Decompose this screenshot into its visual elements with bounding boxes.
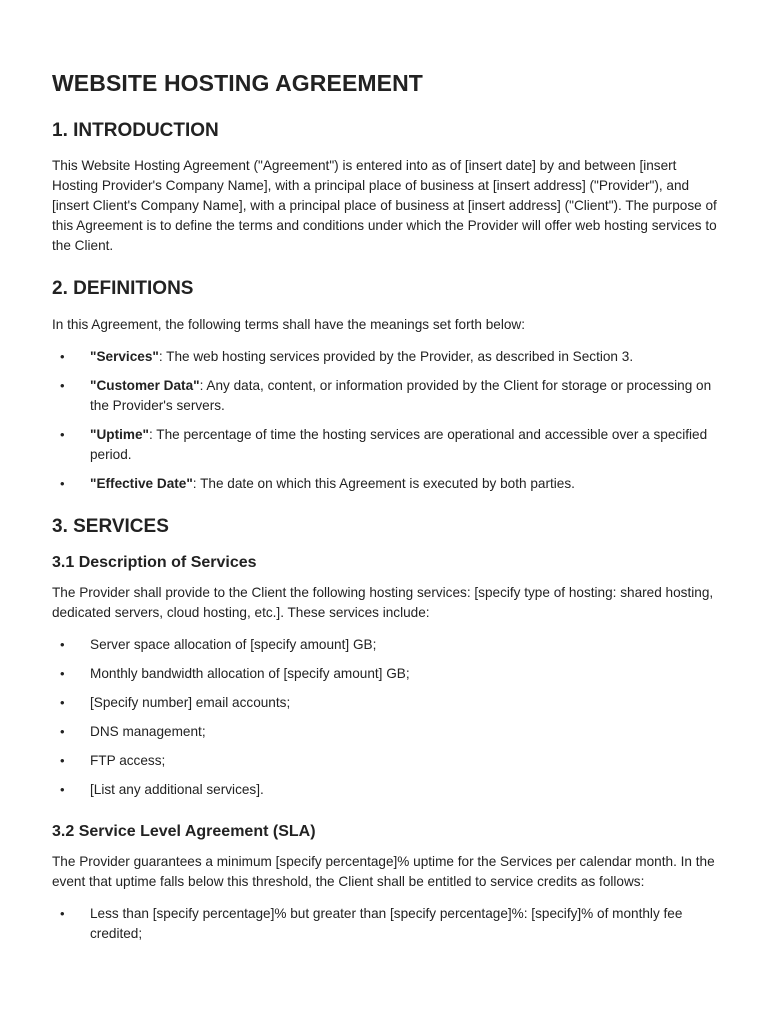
definition-item [52, 474, 720, 494]
bullet-icon: • [60, 782, 65, 798]
bullet-icon: • [60, 427, 65, 443]
sla-lead: The Provider guarantees a minimum [specify percentage]% uptime for the Services per calendar month. In the event that uptime falls below this threshold, the Client shall be entitled to service credits as follows: [52, 854, 715, 890]
subsection-description-heading: 3.1 Description of Services [52, 553, 257, 571]
bullet-icon: • [60, 753, 65, 769]
subsection-sla-heading: 3.2 Service Level Agreement (SLA) [52, 823, 316, 841]
service-item-text: [List any additional services]. [90, 782, 264, 798]
bullet-icon: • [60, 637, 65, 653]
services-description-lead: The Provider shall provide to the Client the following hosting services: [specify type of hosting: shared hosting, dedicated servers, cloud hosting, etc.]. These services include: [52, 585, 714, 621]
service-item-text: FTP access; [90, 753, 166, 769]
section-introduction-heading: 1. INTRODUCTION [52, 119, 219, 141]
service-item [52, 722, 720, 742]
service-item [52, 635, 720, 655]
service-item [52, 664, 720, 684]
service-item-text: Server space allocation of [specify amount] GB; [90, 637, 377, 653]
definition-item [52, 347, 720, 367]
definition-text: : Any data, content, or information provided by the Client for storage or processing on the Provider's servers. [90, 378, 712, 414]
bullet-icon: • [60, 666, 65, 682]
sla-item-text: Less than [specify percentage]% but greater than [specify percentage]%: [specify]% of monthly fee credited; [90, 906, 683, 942]
service-item-text: Monthly bandwidth allocation of [specify amount] GB; [90, 666, 410, 682]
definition-item [52, 425, 720, 465]
service-item-text: [Specify number] email accounts; [90, 695, 291, 711]
section-introduction-text: This Website Hosting Agreement ("Agreement") is entered into as of [insert date] by and between [insert Hosting Provider's Company Name], with a principal place of business at [insert address] ("Provider"), and [insert Client's Company Name], with a principal place of business at [insert address] ("Client"). The purpose of this Agreement is to define the terms and conditions under which the Provider will offer web hosting services to the Client. [52, 158, 717, 254]
service-item [52, 780, 720, 800]
definitions-list [52, 347, 720, 494]
sla-list [52, 904, 720, 944]
section-services-heading: 3. SERVICES [52, 516, 169, 538]
document-title: WEBSITE HOSTING AGREEMENT [52, 70, 423, 96]
bullet-icon: • [60, 695, 65, 711]
definition-item [52, 376, 720, 416]
bullet-icon: • [60, 724, 65, 740]
definition-text: : The percentage of time the hosting services are operational and accessible over a specified period. [90, 427, 708, 463]
sla-item [52, 904, 720, 944]
definition-term: "Uptime" [90, 427, 149, 443]
service-item [52, 751, 720, 771]
bullet-icon: • [60, 378, 65, 394]
bullet-icon: • [60, 906, 65, 922]
bullet-icon: • [60, 349, 65, 365]
definition-text: : The date on which this Agreement is executed by both parties. [192, 476, 575, 492]
services-list [52, 635, 720, 800]
definition-text: : The web hosting services provided by the Provider, as described in Section 3. [158, 349, 634, 365]
definition-term: "Customer Data" [90, 378, 200, 394]
definition-term: "Effective Date" [90, 476, 193, 492]
service-item [52, 693, 720, 713]
definition-term: "Services" [90, 349, 159, 365]
section-definitions-heading: 2. DEFINITIONS [52, 278, 194, 300]
definitions-lead: In this Agreement, the following terms shall have the meanings set forth below: [52, 317, 526, 333]
service-item-text: DNS management; [90, 724, 206, 740]
bullet-icon: • [60, 476, 65, 492]
